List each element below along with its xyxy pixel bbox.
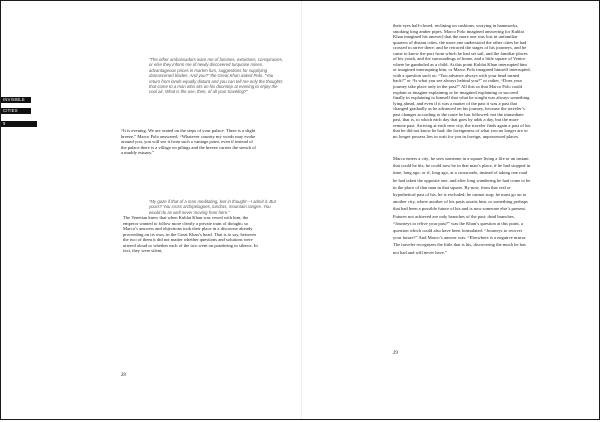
page-gutter — [301, 1, 302, 419]
section-tag: CITIES — [1, 108, 31, 114]
body-paragraph: The Venetian knew that when Kublai Khan was vexed with him, the emperor wanted to follow more clearly a private train of thought; so Marco’s answers and objections took their place in a discourse already proceeding on its own, in the Great Khan’s head. That is to say, between the two of them it did not matter whether questions and solutions were uttered aloud or whether each of the two went on pondering in silence. In fact, they were silent, — [123, 215, 258, 254]
section-tag: INVISIBLE — [1, 97, 31, 103]
section-tag: 9 — [1, 121, 37, 127]
pull-quote: “The other ambassadors warn me of famines, extortions, conspiracies, or else they inform me of newly discovered turquoise mines, advantageous prices in marten furs, suggestions for supplying damascened blades. And you?” the Great Khan asked Polo. “You return from lands equally distant and you can tell me only the thoughts that come to a man who sits on his doorstep at evening to enjoy the cool air. What is the use, then, of all your traveling?” — [149, 57, 283, 95]
page-number-left: 28 — [121, 373, 126, 378]
body-paragraph: Marco enters a city; he sees someone in a square living a life or an instant that could be his; he could now be in that man’s place, if he had stopped in time, long ago; or if, long ago, at a crossroads, instead of taking one road he had taken the opposite one, and after long wandering he had come to be in the place of that man in that square. By now, from that real or hypothetical past of his, he is excluded; he cannot stop; he must go on to another city, where another of his pasts awaits him, or something perhaps that had been a possible future of his and is now someone else’s present. Futures not achieved are only branches of the past: dead branches. “Journeys to relive your past?” was the Khan’s question at this point, a question which could also have been formulated: “Journeys to recover your future?” And Marco’s answer was: “Elsewhere is a negative mirror. The traveler recognizes the little that is his, discovering the much he has not had and will never have.” — [393, 156, 531, 255]
pull-quote: “My gaze if that of a man meditating, lost in thought—I admit it. But yours? You cross archipelagoes, tundras, mountain ranges. You would do as well never moving from here.” — [149, 199, 276, 215]
body-paragraph: “It is evening. We are seated on the steps of your palace. There is a slight breeze,” Marco Polo answered. “Whatever country my words may evoke around you, you will see it from such a vantage point, even if instead of the palace there is a village on pilings and the breeze carries the stench of a muddy estuary.” — [121, 128, 256, 156]
page-number-right: 29 — [393, 351, 398, 356]
body-paragraph: their eyes half-closed, reclining on cushions, swaying in hammocks, smoking long amber pipes. Marco Polo imagined answering (or Kublai Khan imagined his answer) that the more one was lost in unfamiliar quarters of distant cities, the more one understood the other cities he had crossed to arrive there; and he retraced the stages of his journeys, and he came to know the port from which he had set sail, and the familiar places of his youth, and the surroundings of home, and a little square of Venice where he gamboled as a child. At this point Kublai Khan interrupted him or imagined interrupting him, or Marco Polo imagined himself interrupted, with a question such as: “You advance always with your head turned back?” or “Is what you see always behind you?” or rather, “Does your journey take place only in the past?” All this so that Marco Polo could explain or imagine explaining or be imagined explaining or succeed finally in explaining to himself that what he sought was always something lying ahead, and even if it was a matter of the past it was a past that changed gradually as he advanced on his journey, because the traveler’s past changes according to the route he has followed: not the immediate past, that is, to which each day that goes by adds a day, but the more remote past. Arriving at each new city, the traveler finds again a past of his that he did not know he had: the foreignness of what you no longer are or no longer possess lies in wait for you in foreign, unpossessed places. — [393, 23, 531, 139]
